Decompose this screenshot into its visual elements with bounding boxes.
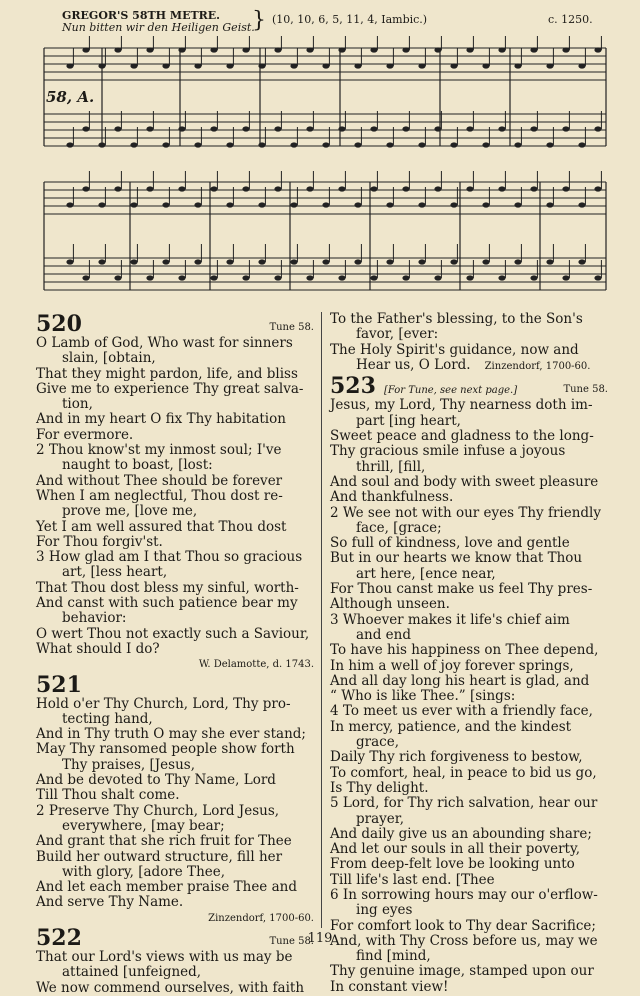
verse-line: To have his happiness on Thee depend, [330,642,599,659]
note-head [194,142,201,147]
verse-line: That our Lord's views with us may be [36,948,293,965]
note-head [114,186,121,191]
note-head [290,142,297,147]
note-head [370,275,377,280]
note-head [546,63,553,68]
verse-line: And in Thy truth O may she ever stand; [36,726,306,743]
note-head [482,259,489,264]
note-head [578,142,585,147]
note-head [66,259,73,264]
verse-line: And, with Thy Cross before us, may we [330,932,598,949]
tune-date: c. 1250. [548,13,593,26]
note-head [562,275,569,280]
note-head [562,126,569,131]
verse-line: slain, [obtain, [62,350,156,367]
verse-line: In him a well of joy forever springs, [330,657,574,674]
tune-note: [For Tune, see next page.] [383,385,518,397]
note-head [130,63,137,68]
note-head [562,186,569,191]
note-head [210,186,217,191]
note-head [258,142,265,147]
verse-line: behavior: [62,610,127,627]
note-head [242,126,249,131]
note-head [594,275,601,280]
verse-line: We now commend ourselves, with faith [36,979,305,996]
verse-line: That they might pardon, life, and bliss [36,365,298,382]
note-head [194,202,201,207]
note-head [594,126,601,131]
verse-line: But in our hearts we know that Thou [330,550,583,567]
note-head [338,47,345,52]
note-head [82,275,89,280]
note-head [594,47,601,52]
verse-line: And be devoted to Thy Name, Lord [36,772,276,789]
note-head [130,202,137,207]
note-head [546,202,553,207]
verse-line: Hear us, O Lord. [356,356,471,373]
note-head [386,259,393,264]
verse-line: The Holy Spirit's guidance, now and [330,341,579,358]
note-head [578,202,585,207]
note-head [258,259,265,264]
verse-line: And let each member praise Thee and [36,879,297,896]
note-head [450,259,457,264]
note-head [498,47,505,52]
note-head [242,275,249,280]
note-head [338,186,345,191]
note-head [322,63,329,68]
note-head [162,259,169,264]
note-head [98,63,105,68]
left-column [36,312,314,996]
tune-number: 58, A. [46,88,95,106]
note-head [482,142,489,147]
note-head [594,186,601,191]
verse-line: ing eyes [356,902,413,919]
note-head [498,126,505,131]
verse-line: Jesus, my Lord, Thy nearness doth im- [330,397,593,414]
note-head [370,47,377,52]
attribution: Zinzendorf, 1700-60. [208,912,314,924]
verse-line: thrill, [fill, [356,458,426,475]
verse-line: And daily give us an abounding share; [330,825,592,842]
tune-title-block [62,10,255,34]
verse-line: 6 In sorrowing hours may our o'erflow- [330,886,598,903]
right-column [330,312,608,995]
verse-line: prayer, [356,810,405,827]
verse-line: When I am neglectful, Thou dost re- [36,487,283,504]
note-head [194,259,201,264]
verse-line: grace, [356,734,399,751]
note-head [578,63,585,68]
note-head [370,186,377,191]
music-score [40,36,610,306]
verse-line: May Thy ransomed people show forth [36,741,295,758]
verse-line: naught to boast, [lost: [62,457,213,474]
note-head [530,47,537,52]
verse-line: Daily Thy rich forgiveness to bestow, [330,749,583,766]
note-head [546,259,553,264]
note-head [434,47,441,52]
meter: (10, 10, 6, 5, 11, 4, Iambic.) [272,13,428,26]
note-head [82,47,89,52]
note-head [338,275,345,280]
note-head [146,47,153,52]
note-head [290,259,297,264]
note-head [114,126,121,131]
verse-line: For Thou forgiv'st. [36,533,163,550]
verse-line: And soul and body with sweet pleasure [330,473,599,490]
note-head [402,126,409,131]
verse-line: For Thou canst make us feel Thy pres- [330,581,593,598]
note-head [226,142,233,147]
verse-line: Till life's last end. [Thee [330,871,495,888]
note-head [402,186,409,191]
note-head [354,63,361,68]
note-head [498,275,505,280]
tune-subtitle: Nun bitten wir den Heiligen Geist. [62,21,255,34]
verse-line: find [mind, [356,948,431,965]
attribution: Zinzendorf, 1700-60. [484,360,591,372]
note-head [130,259,137,264]
note-head [114,275,121,280]
verse-line: 3 How glad am I that Thou so gracious [36,549,303,566]
note-head [242,47,249,52]
verse-line: And all day long his heart is glad, and [330,672,590,689]
verse-line: To comfort, heal, in peace to bid us go, [330,764,597,781]
note-head [178,275,185,280]
note-head [514,259,521,264]
verse-line: In mercy, patience, and the kindest [330,718,572,735]
note-head [434,275,441,280]
note-head [306,275,313,280]
note-head [498,186,505,191]
note-head [466,126,473,131]
note-head [530,275,537,280]
verse-line: everywhere, [may bear; [62,817,225,834]
verse-line: “ Who is like Thee.” [sings: [330,688,516,705]
note-head [418,259,425,264]
note-head [178,47,185,52]
verse-line: And thankfulness. [330,489,454,506]
note-head [418,63,425,68]
verse-line: Although unseen. [330,596,450,613]
verse-line: art, [less heart, [62,564,168,581]
note-head [546,142,553,147]
note-head [450,202,457,207]
note-head [210,275,217,280]
note-head [370,126,377,131]
verse-line: Till Thou shalt come. [36,787,180,804]
note-head [562,47,569,52]
note-head [66,63,73,68]
tune-title: GREGOR'S 58TH METRE. [62,9,220,22]
verse-line: prove me, [love me, [62,503,198,520]
note-head [146,186,153,191]
verse-line: And let our souls in all their poverty, [330,841,581,858]
verse-line: and end [356,626,412,643]
note-head [466,275,473,280]
note-head [578,259,585,264]
note-head [450,142,457,147]
note-head [226,259,233,264]
verse-line: Thy gracious smile infuse a joyous [330,443,566,460]
verse-line: O Lamb of God, Who wast for sinners [36,335,293,351]
note-head [514,202,521,207]
verse-line: In constant view! [330,978,449,995]
verse-line: 4 To meet us ever with a friendly face, [330,703,593,720]
verse-line: Give me to experience Thy great salva- [36,380,304,397]
hymn-number: 522 [36,924,82,951]
note-head [354,259,361,264]
note-head [210,126,217,131]
hymn-heading [330,374,608,398]
note-head [274,186,281,191]
verse-line: What should I do? [36,640,160,657]
note-head [434,126,441,131]
note-head [82,186,89,191]
tune-reference: Tune 58. [269,935,314,947]
hymn-number: 523 [330,373,376,400]
verse-line: Build her outward structure, fill her [36,848,283,865]
note-head [418,202,425,207]
note-head [178,126,185,131]
verse-line: So full of kindness, love and gentle [330,535,570,552]
verse-line: art here, [ence near, [356,565,496,582]
verse-line: Thy praises, [Jesus, [62,756,196,773]
note-head [114,47,121,52]
note-head [130,142,137,147]
verse-line: And in my heart O fix Thy habitation [36,411,286,428]
verse-line: 2 Preserve Thy Church, Lord Jesus, [36,802,280,819]
note-head [66,142,73,147]
verse-line: 3 Whoever makes it life's chief aim [330,611,570,628]
note-head [258,63,265,68]
verse-line: 2 Thou know'st my inmost soul; I've [36,442,282,459]
verse-line: 2 We see not with our eyes Thy friendly [330,504,602,521]
column-divider [321,312,322,928]
verse-line: attained [unfeigned, [62,964,202,981]
note-head [242,186,249,191]
note-head [194,63,201,68]
verse-line: And canst with such patience bear my [36,595,298,612]
note-head [98,202,105,207]
verse-line: Yet I am well assured that Thou dost [36,518,287,535]
verse-line: And grant that she rich fruit for Thee [36,833,292,850]
note-head [82,126,89,131]
note-head [226,63,233,68]
note-head [386,63,393,68]
note-head [210,47,217,52]
note-head [306,186,313,191]
note-head [274,126,281,131]
note-head [146,126,153,131]
attribution: W. Delamotte, d. 1743. [198,659,314,671]
note-head [162,202,169,207]
verse-line: Is Thy delight. [330,779,429,796]
note-head [274,47,281,52]
note-head [354,202,361,207]
verse-line: And serve Thy Name. [36,894,184,911]
note-head [466,186,473,191]
tune-reference: Tune 58. [563,384,608,396]
note-head [66,202,73,207]
verse-line: tion, [62,396,93,413]
verse-line: For evermore. [36,426,134,443]
hymn-number: 521 [36,671,82,698]
verse-line: And without Thee should be forever [36,472,283,489]
note-head [322,202,329,207]
note-head [338,126,345,131]
hymn-heading [36,673,314,697]
tune-reference: Tune 58. [269,322,314,333]
note-head [162,63,169,68]
verse-line: Sweet peace and gladness to the long- [330,428,594,445]
note-head [482,202,489,207]
note-head [514,142,521,147]
note-head [514,63,521,68]
verse-line: For comfort look to Thy dear Sacrifice; [330,917,596,934]
note-head [258,202,265,207]
note-head [98,142,105,147]
verse-line: part [ing heart, [356,412,461,429]
hymn-heading [36,312,314,336]
note-head [306,126,313,131]
note-head [178,186,185,191]
note-head [386,142,393,147]
note-head [306,47,313,52]
note-head [530,126,537,131]
note-head [290,63,297,68]
verse-line: tecting hand, [62,710,153,727]
verse-line: To the Father's blessing, to the Son's [330,311,583,327]
verse-line: 5 Lord, for Thy rich salvation, hear our [330,795,598,812]
note-head [274,275,281,280]
note-head [466,47,473,52]
note-head [482,63,489,68]
verse-line: That Thou dost bless my sinful, worth- [36,579,299,596]
note-head [162,142,169,147]
note-head [354,142,361,147]
note-head [226,202,233,207]
verse-line: favor, [ever: [356,326,439,343]
note-head [450,63,457,68]
note-head [402,275,409,280]
verse-line: Thy genuine image, stamped upon our [330,963,594,980]
note-head [434,186,441,191]
note-head [322,142,329,147]
note-head [386,202,393,207]
note-head [418,142,425,147]
note-head [402,47,409,52]
note-head [290,202,297,207]
page-number: 119 [307,931,333,946]
verse-line: face, [grace; [356,519,442,536]
verse-line-with-attribution [330,358,608,374]
brace: } [252,8,266,33]
note-head [146,275,153,280]
hymn-number: 520 [36,311,82,337]
verse-line: with glory, [adore Thee, [62,863,226,880]
verse-line: O wert Thou not exactly such a Saviour, [36,625,310,642]
verse-line: Hold o'er Thy Church, Lord, Thy pro- [36,695,291,712]
note-head [322,259,329,264]
note-head [530,186,537,191]
note-head [98,259,105,264]
verse-line: From deep-felt love be looking unto [330,856,575,873]
